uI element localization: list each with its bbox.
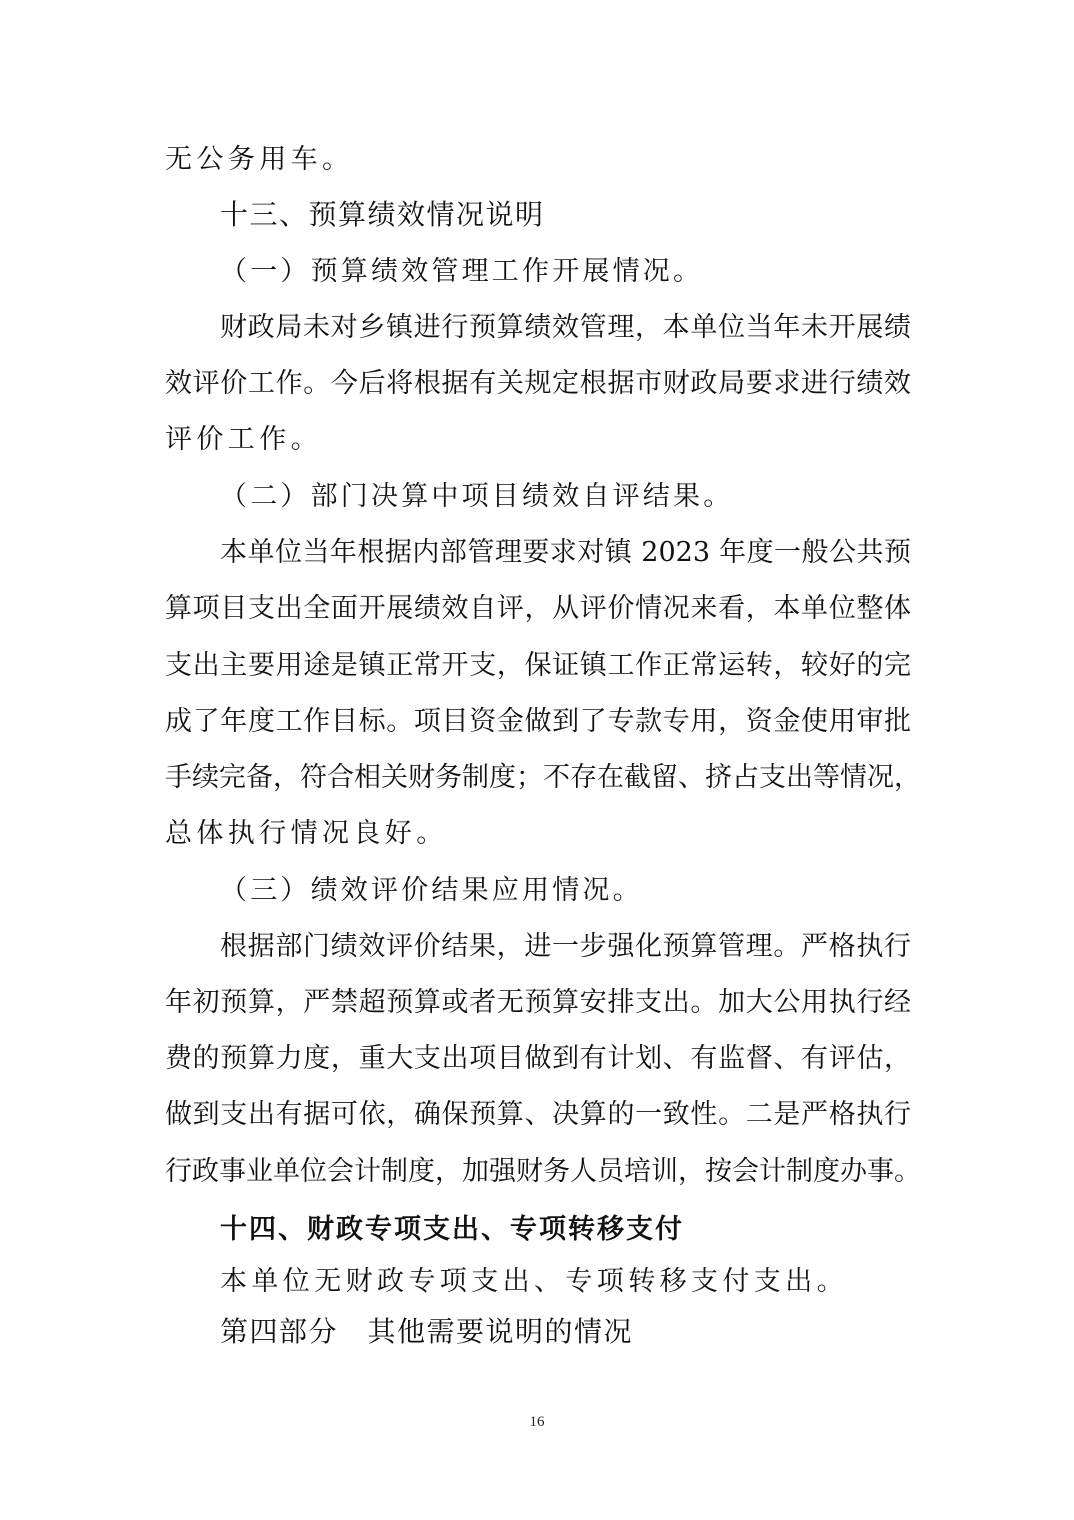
paragraph-line: 成了年度工作目标。项目资金做到了专款专用，资金使用审批 — [165, 706, 911, 737]
section-heading-13: 十三、预算绩效情况说明 — [220, 198, 545, 231]
paragraph-line: 评价工作。 — [165, 424, 322, 455]
paragraph-line: 无公务用车。 — [165, 144, 354, 175]
paragraph-line: 费的预算力度，重大支出项目做到有计划、有监督、有评估， — [165, 1043, 911, 1074]
part-heading-4: 第四部分 其他需要说明的情况 — [220, 1315, 634, 1348]
paragraph-line: 支出主要用途是镇正常开支，保证镇工作正常运转，较好的完 — [165, 650, 911, 681]
paragraph-line: 效评价工作。今后将根据有关规定根据市财政局要求进行绩效 — [165, 368, 911, 399]
paragraph-line: 行政事业单位会计制度，加强财务人员培训，按会计制度办事。 — [165, 1156, 921, 1187]
paragraph-line: 手续完备，符合相关财务制度；不存在截留、挤占支出等情况， — [165, 762, 921, 793]
paragraph-line: 财政局未对乡镇进行预算绩效管理，本单位当年未开展绩 — [220, 312, 911, 343]
paragraph-line: 根据部门绩效评价结果，进一步强化预算管理。严格执行 — [220, 931, 911, 962]
subsection-heading-1: （一）预算绩效管理工作开展情况。 — [220, 256, 704, 287]
paragraph-line: 年初预算，严禁超预算或者无预算安排支出。加大公用执行经 — [165, 987, 911, 1018]
section-heading-14: 十四、财政专项支出、专项转移支付 — [220, 1214, 684, 1245]
subsection-heading-3: （三）绩效评价结果应用情况。 — [220, 875, 643, 906]
subsection-heading-2: （二）部门决算中项目绩效自评结果。 — [220, 481, 734, 512]
paragraph-line: 本单位无财政专项支出、专项转移支付支出。 — [220, 1266, 848, 1297]
paragraph-line: 算项目支出全面开展绩效自评，从评价情况来看，本单位整体 — [165, 593, 911, 624]
paragraph-line: 本单位当年根据内部管理要求对镇 2023 年度一般公共预 — [220, 537, 911, 568]
paragraph-line: 总体执行情况良好。 — [165, 818, 448, 849]
page-number: 16 — [529, 1414, 545, 1430]
paragraph-line: 做到支出有据可依，确保预算、决算的一致性。二是严格执行 — [165, 1099, 911, 1130]
